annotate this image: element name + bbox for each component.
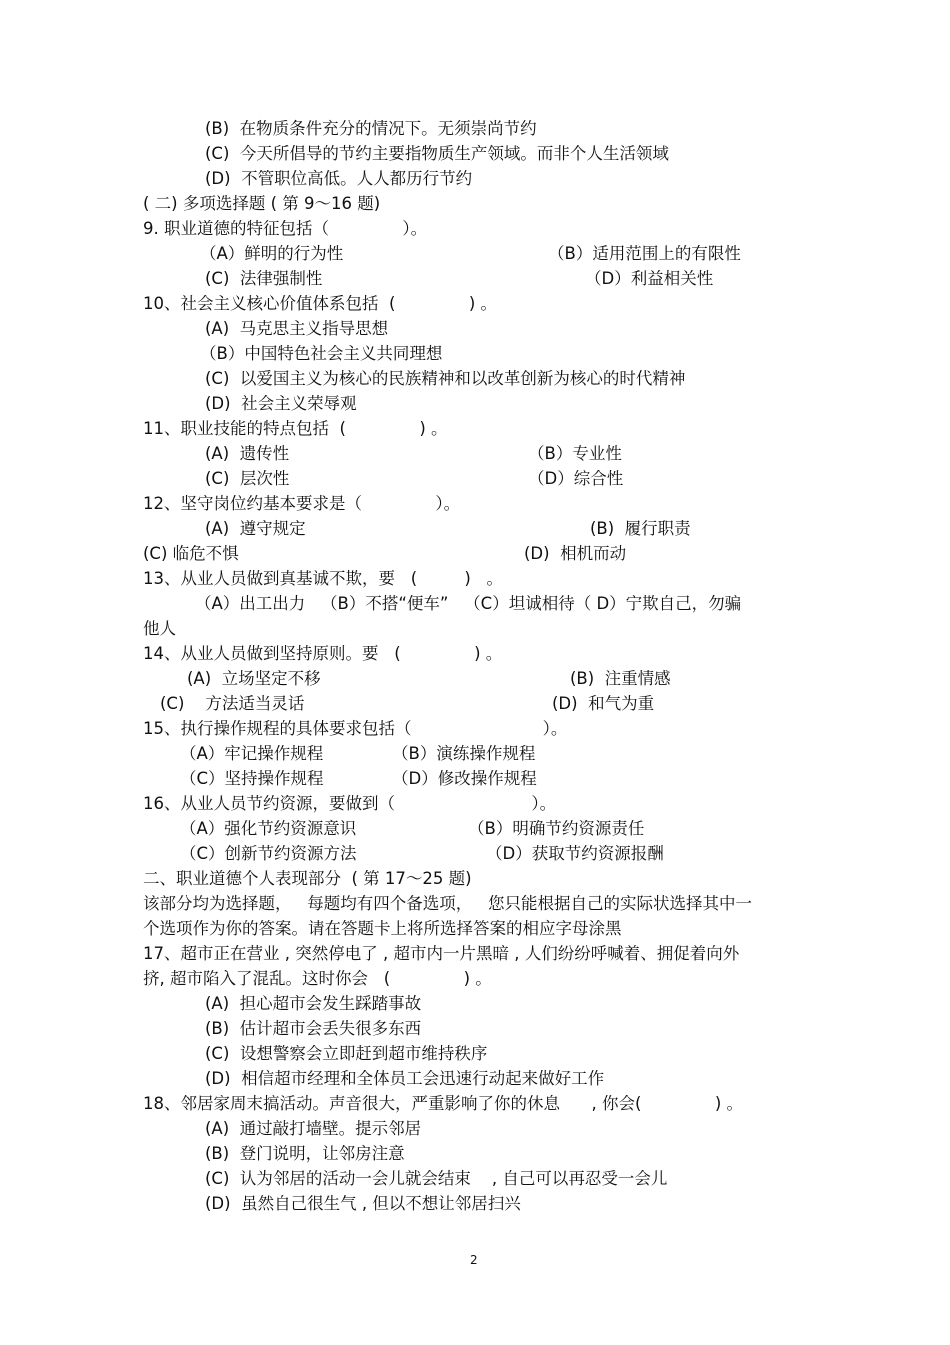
- q14-stem: 14、从业人员做到坚持原则。要 ( ) 。: [143, 644, 503, 663]
- q16-stem: 16、从业人员节约资源，要做到（ ）。: [143, 794, 557, 813]
- section-instructions-2: 个选项作为你的答案。请在答题卡上将所选择答案的相应字母涂黑: [143, 919, 622, 938]
- q10-option-a: (A) 马克思主义指导思想: [205, 319, 389, 338]
- q17-option-c: (C) 设想警察会立即赶到超市维持秩序: [205, 1044, 488, 1063]
- section-instructions-1: 该部分均为选择题， 每题均有四个备选项， 您只能根据自己的实际状选择其中一: [143, 894, 752, 913]
- q11-stem: 11、职业技能的特点包括 ( ) 。: [143, 419, 448, 438]
- q14-option-a: (A) 立场坚定不移: [187, 669, 321, 688]
- q18-option-a: (A) 通过敲打墙壁。提示邻居: [205, 1119, 422, 1138]
- q14-option-c: (C) 方法适当灵话: [160, 694, 305, 713]
- section-heading-multi-choice: ( 二) 多项选择题 ( 第 9～16 题): [143, 194, 381, 213]
- q17-option-b: (B) 估计超市会丢失很多东西: [205, 1019, 422, 1038]
- q15-option-d: （D）修改操作规程: [392, 769, 537, 788]
- q10-option-d: (D) 社会主义荣辱观: [205, 394, 357, 413]
- q9-stem: 9. 职业道德的特征包括（ ）。: [143, 219, 428, 238]
- q10-option-b: （B）中国特色社会主义共同理想: [200, 344, 443, 363]
- q9-option-a: （A）鲜明的行为性: [200, 244, 344, 263]
- q8-option-d: (D) 不管职位高低。人人都历行节约: [205, 169, 473, 188]
- q18-stem: 18、邻居家周末搞活动。声音很大，严重影响了你的休息 , 你会( ) 。: [143, 1094, 744, 1113]
- q8-option-c: (C) 今天所倡导的节约主要指物质生产领域。而非个人生活领域: [205, 144, 669, 163]
- q16-option-a: （A）强化节约资源意识: [180, 819, 357, 838]
- q8-option-b: (B) 在物质条件充分的情况下。无须崇尚节约: [205, 119, 537, 138]
- q18-option-c: (C) 认为邻居的活动一会儿就会结束 , 自己可以再忍受一会儿: [205, 1169, 668, 1188]
- q18-option-d: (D) 虽然自己很生气 , 但以不想让邻居扫兴: [205, 1194, 521, 1213]
- q16-option-b: （B）明确节约资源责任: [468, 819, 645, 838]
- q17-stem: 17、超市正在营业 , 突然停电了 , 超市内一片黑暗 , 人们纷纷呼喊着、拥促着向外: [143, 944, 740, 963]
- q11-option-a: (A) 遗传性: [205, 444, 290, 463]
- q17-option-a: (A) 担心超市会发生踩踏事故: [205, 994, 422, 1013]
- q17-option-d: (D) 相信超市经理和全体员工会迅速行动起来做好工作: [205, 1069, 605, 1088]
- q12-option-d: (D) 相机而动: [524, 544, 627, 563]
- q9-option-d: （D）利益相关性: [585, 269, 714, 288]
- section-heading-personal: 二、职业道德个人表现部分 ( 第 17～25 题): [143, 869, 472, 888]
- q12-option-a: (A) 遵守规定: [205, 519, 306, 538]
- q14-option-b: (B) 注重情感: [570, 669, 671, 688]
- q15-stem: 15、执行操作规程的具体要求包括（ ）。: [143, 719, 568, 738]
- q10-option-c: (C) 以爱国主义为核心的民族精神和以改革创新为核心的时代精神: [205, 369, 686, 388]
- q18-option-b: (B) 登门说明，让邻房注意: [205, 1144, 405, 1163]
- q15-option-c: （C）坚持操作规程: [180, 769, 324, 788]
- q13-options-continued: 他人: [143, 619, 176, 638]
- q10-stem: 10、社会主义核心价值体系包括 ( ) 。: [143, 294, 498, 313]
- q9-option-b: （B）适用范围上的有限性: [548, 244, 741, 263]
- q13-stem: 13、从业人员做到真基诚不欺，要 ( ) 。: [143, 569, 504, 588]
- q16-option-d: （D）获取节约资源报酬: [486, 844, 664, 863]
- q12-option-c: (C) 临危不惧: [143, 544, 239, 563]
- q12-stem: 12、坚守岗位约基本要求是（ ）。: [143, 494, 461, 513]
- q11-option-c: (C) 层次性: [205, 469, 290, 488]
- q12-option-b: (B) 履行职责: [590, 519, 691, 538]
- q16-option-c: （C）创新节约资源方法: [180, 844, 357, 863]
- q15-option-b: （B）演练操作规程: [392, 744, 536, 763]
- q9-option-c: (C) 法律强制性: [205, 269, 323, 288]
- q14-option-d: (D) 和气为重: [552, 694, 655, 713]
- q17-stem-continued: 挤, 超市陷入了混乱。这时你会 ( ) 。: [143, 969, 492, 988]
- q11-option-b: （B）专业性: [528, 444, 622, 463]
- q11-option-d: （D）综合性: [528, 469, 624, 488]
- q15-option-a: （A）牢记操作规程: [180, 744, 324, 763]
- page-number: 2: [470, 1253, 478, 1267]
- q13-options: （A）出工出力 （B）不搭“便车” （C）坦诚相待（ D）宁欺自己，勿骗: [195, 594, 742, 613]
